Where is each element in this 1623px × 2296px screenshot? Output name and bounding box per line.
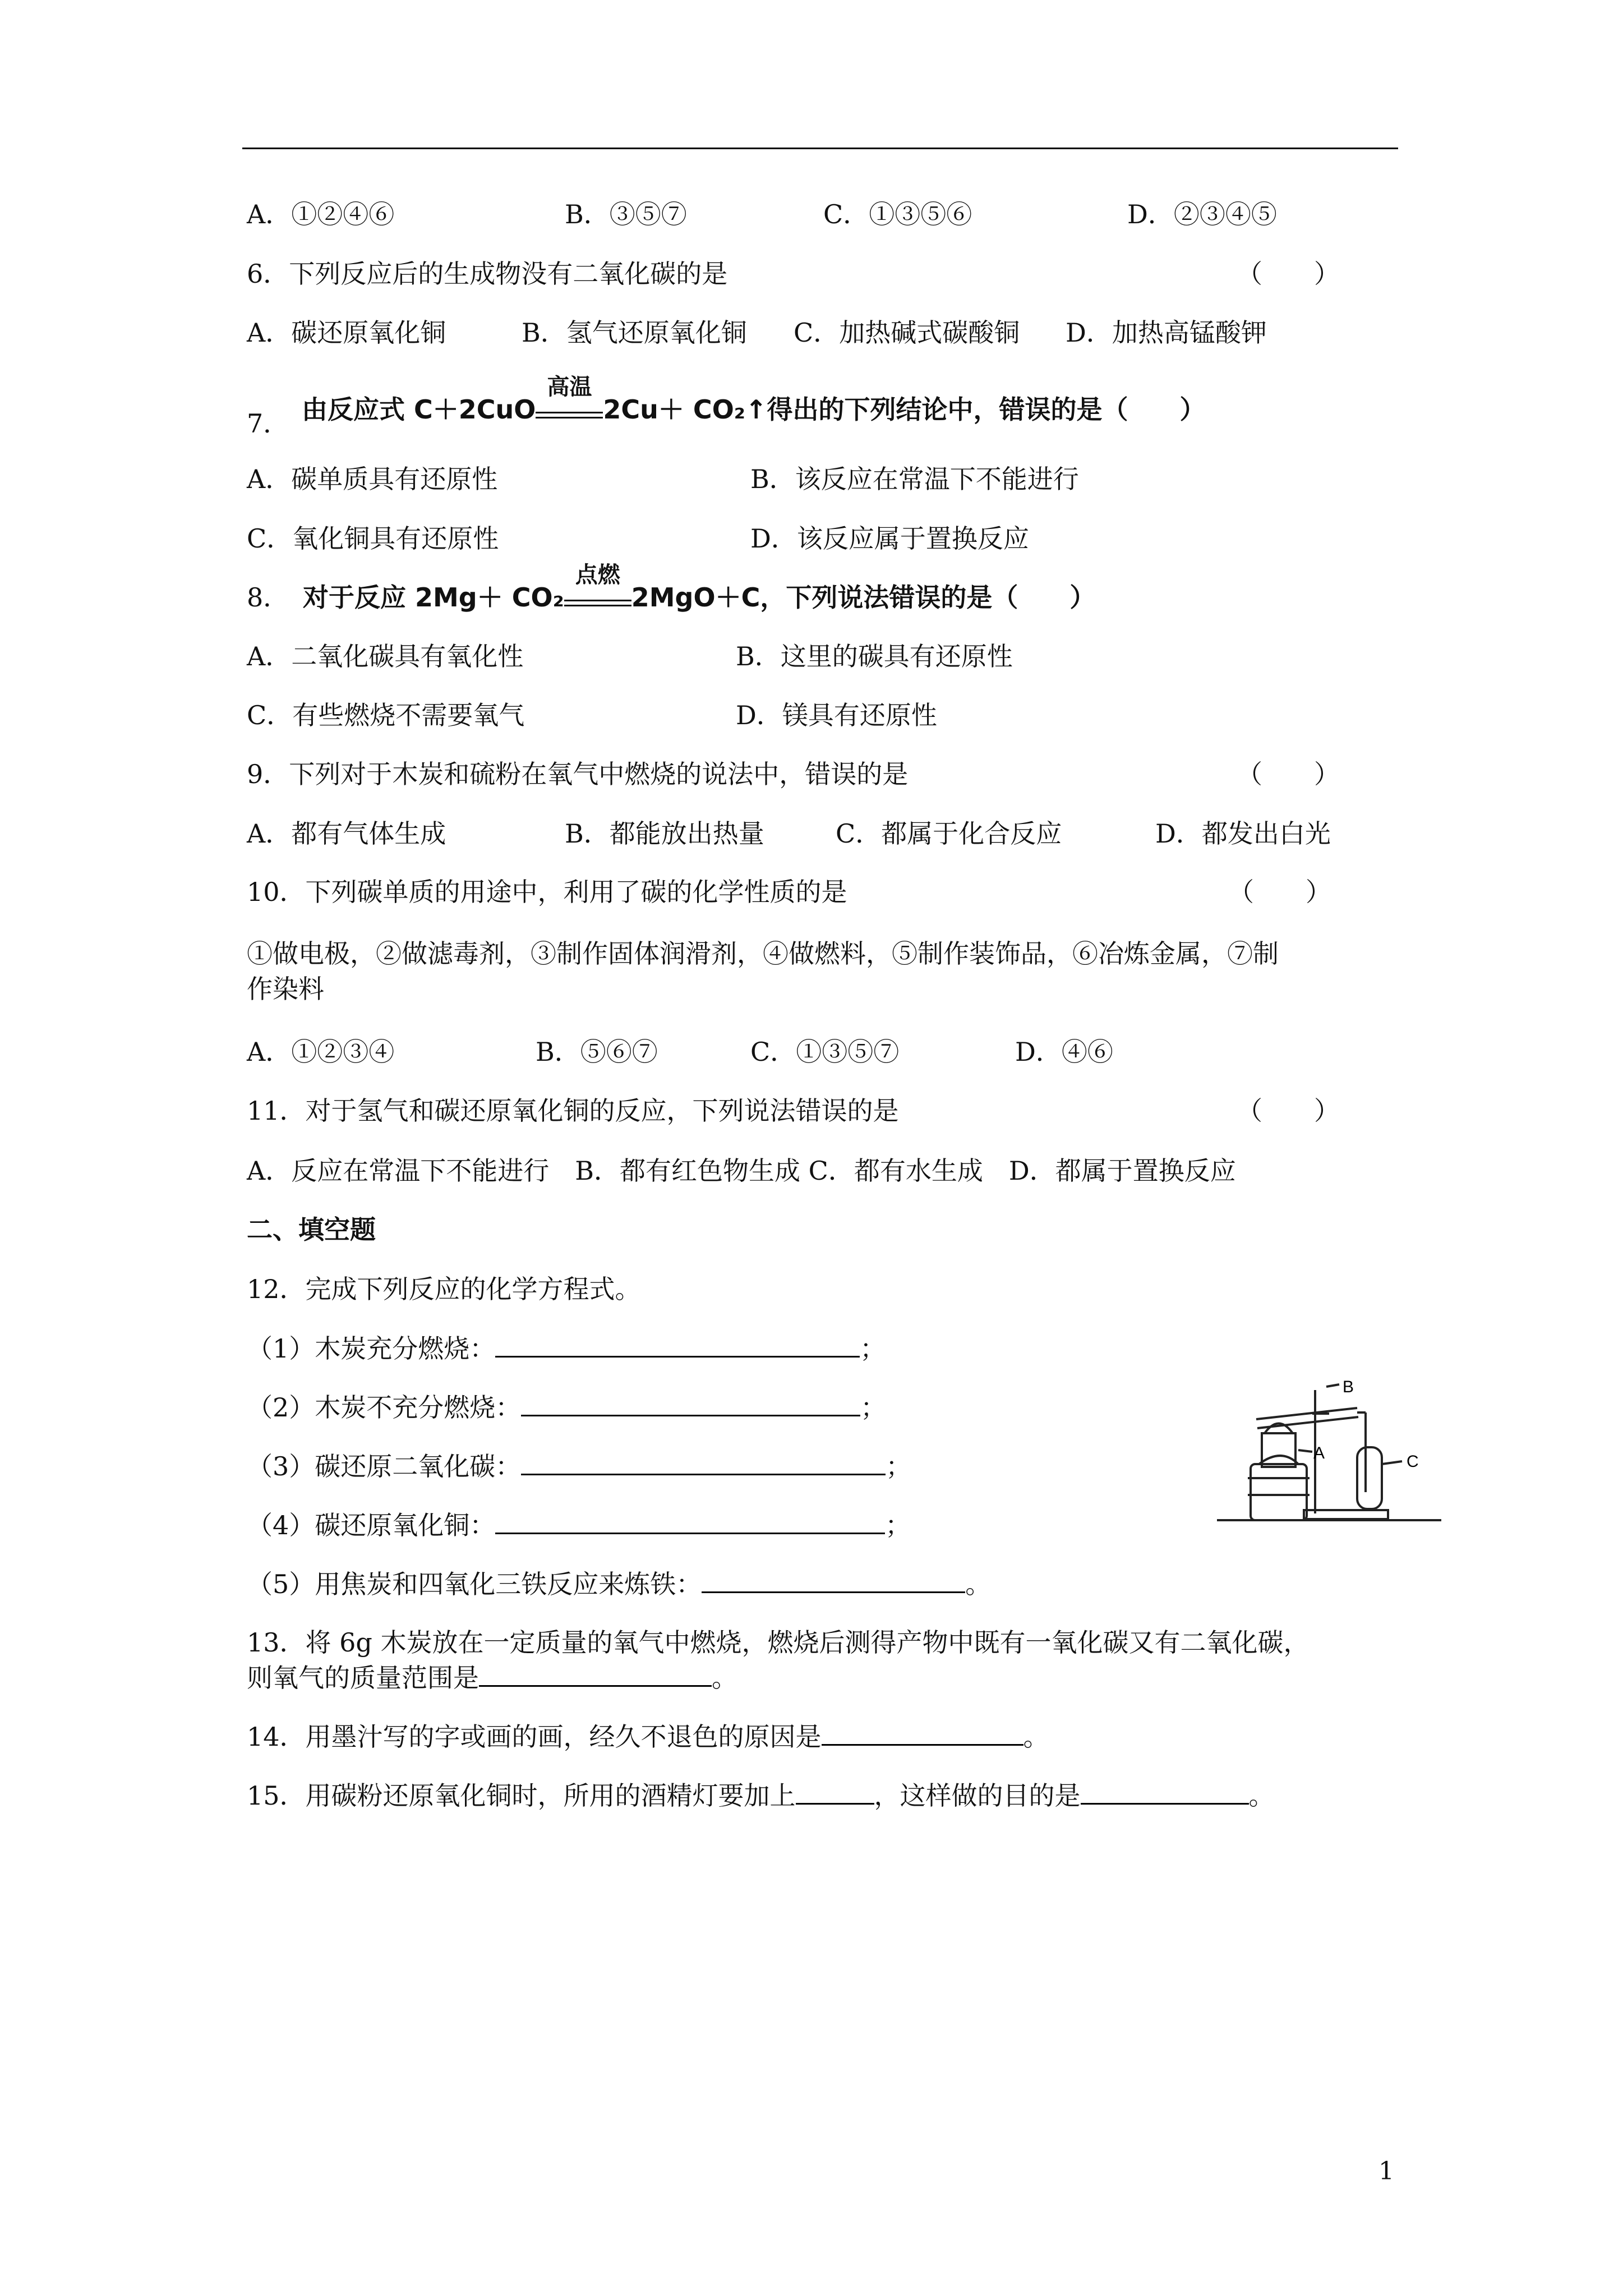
q8-condition-text: 点燃 [575,562,620,588]
q9-stem: 9．下列对于木炭和硫粉在氧气中燃烧的说法中，错误的是 [247,759,909,789]
q10-option-b: B．⑤⑥⑦ [536,1037,658,1067]
q8-equation-right: 2MgO＋C，下列说法错误的是（ ） [631,582,1096,613]
q12-item1 [247,1331,886,1365]
q15-mid: ，这样做的目的是 [874,1780,1081,1811]
lamp-wick-holder [1262,1433,1295,1467]
q8-double-bar [564,600,631,606]
q7-option-d: D．该反应属于置换反应 [750,523,1029,554]
q12-item3-end: ； [886,1451,912,1481]
q15-prompt: 15．用碳粉还原氧化铜时，所用的酒精灯要加上 [247,1780,796,1811]
q12-item5-end: 。 [965,1569,992,1599]
q14-prompt: 14．用墨汁写的字或画的画，经久不退色的原因是 [247,1722,822,1752]
q9-option-b: B．都能放出热量 [565,818,764,849]
q13-end: 。 [712,1663,737,1693]
q8-condition [564,562,631,614]
q11-options: A．反应在常温下不能进行 B．都有红色物生成 C．都有水生成 D．都属于置换反应 [247,1156,1236,1186]
q7-equation-right: 2Cu＋ CO₂↑得出的下列结论中，错误的是（ ） [603,394,1206,425]
q8-equation-left: 对于反应 2Mg＋ CO₂ [303,582,564,613]
q7-double-bar [536,412,603,418]
q10-option-a: A．①②③④ [247,1037,395,1067]
q10-stem: 10．下列碳单质的用途中，利用了碳的化学性质的是 [247,877,847,907]
q12-item4-label: （4）碳还原氧化铜： [247,1510,496,1540]
label-c-leader [1382,1461,1402,1464]
q12-item2-blank[interactable] [521,1390,860,1416]
q6-stem: 6．下列反应后的生成物没有二氧化碳的是 [247,259,728,289]
q11-stem: 11．对于氢气和碳还原氧化铜的反应，下列说法错误的是 [247,1096,899,1126]
test-tube [1256,1408,1357,1419]
q13-prompt: 则氧气的质量范围是 [247,1663,479,1693]
q5-option-a: A．①②④⑥ [247,199,395,229]
q8-option-d: D．镁具有还原性 [736,700,937,730]
q12-item3-blank[interactable] [521,1449,886,1475]
receiving-tube [1357,1447,1382,1509]
q13-blank[interactable] [479,1660,712,1687]
q9-answer-paren: （ ） [1237,759,1340,789]
q15 [247,1778,1275,1812]
q6-option-b: B．氢气还原氧化铜 [522,318,747,348]
q7-option-b: B．该反应在常温下不能进行 [750,464,1079,494]
q7-equation [302,374,1206,426]
q7-number: 7． [247,408,289,439]
iron-stand-base [1304,1510,1388,1519]
q5-option-b: B．③⑤⑦ [565,199,687,229]
q10-option-c: C．①③⑤⑦ [750,1037,900,1067]
q14-blank[interactable] [822,1719,1023,1746]
q10-option-d: D．④⑥ [1015,1037,1113,1067]
q12-item1-label: （1）木炭充分燃烧： [247,1333,496,1364]
q15-blank2[interactable] [1081,1778,1249,1805]
q12-item3 [247,1449,911,1483]
q8-number: 8． [247,582,289,613]
q12-item1-end: ； [860,1333,886,1364]
q12-item4 [247,1508,911,1542]
alcohol-lamp-body [1251,1464,1307,1520]
q8-option-c: C．有些燃烧不需要氧气 [247,700,525,730]
q11-answer-paren: （ ） [1237,1096,1340,1126]
q12-item5-blank[interactable] [702,1567,965,1593]
q13-line2 [247,1660,737,1695]
q6-answer-paren: （ ） [1237,259,1340,289]
q12-item4-blank[interactable] [495,1508,885,1534]
apparatus-figure [1217,1380,1441,1526]
q9-option-d: D．都发出白光 [1155,818,1331,849]
q7-condition [536,374,603,426]
header-rule [242,148,1398,149]
q9-option-a: A．都有气体生成 [247,818,446,849]
q12-stem: 12．完成下列反应的化学方程式。 [247,1274,641,1304]
q15-blank1[interactable] [796,1778,874,1805]
label-a: A [1313,1444,1325,1462]
q10-answer-paren: （ ） [1228,877,1331,907]
q10-items-line1: ①做电极，②做滤毒剂，③制作固体润滑剂，④做燃料，⑤制作装饰品，⑥冶炼金属，⑦制 [247,938,1279,969]
q9-option-c: C．都属于化合反应 [836,818,1062,849]
lamp-flame-guard [1259,1456,1298,1464]
q8-equation [303,562,1096,614]
label-b: B [1343,1380,1354,1396]
q12-item5-label: （5）用焦炭和四氧化三铁反应来炼铁： [247,1569,702,1599]
q8-option-b: B．这里的碳具有还原性 [736,641,1013,671]
q12-item1-blank[interactable] [495,1331,860,1358]
q8-option-a: A．二氧化碳具有氧化性 [247,641,524,671]
q14 [247,1719,1049,1754]
q6-option-a: A．碳还原氧化铜 [247,318,446,348]
q7-condition-text: 高温 [547,374,592,400]
q12-item3-label: （3）碳还原二氧化碳： [247,1451,522,1481]
q5-option-d: D．②③④⑤ [1127,199,1277,229]
q7-equation-left: 由反应式 C＋2CuO [302,394,536,425]
q13-line1: 13．将 6g 木炭放在一定质量的氧气中燃烧，燃烧后测得产物中既有一氧化碳又有二氧化碳， [247,1627,1310,1658]
q12-item5 [247,1567,991,1601]
q6-option-d: D．加热高锰酸钾 [1066,318,1267,348]
q12-item4-end: ； [885,1510,911,1540]
q10-items-line2: 作染料 [247,974,324,1004]
section-heading: 二、填空题 [247,1214,376,1245]
label-a-leader [1298,1450,1312,1452]
q5-option-c: C．①③⑤⑥ [823,199,972,229]
q12-item2 [247,1390,886,1424]
label-c: C [1407,1452,1419,1471]
q14-end: 。 [1023,1722,1049,1752]
q15-end: 。 [1248,1780,1275,1811]
q12-item2-label: （2）木炭不充分燃烧： [247,1392,522,1423]
label-b-leader [1326,1384,1339,1387]
q6-option-c: C．加热碱式碳酸铜 [794,318,1020,348]
q7-option-c: C．氧化铜具有还原性 [247,523,499,554]
q7-option-a: A．碳单质具有还原性 [247,464,498,494]
page-number: 1 [1378,2157,1394,2185]
q12-item2-end: ； [860,1392,887,1423]
